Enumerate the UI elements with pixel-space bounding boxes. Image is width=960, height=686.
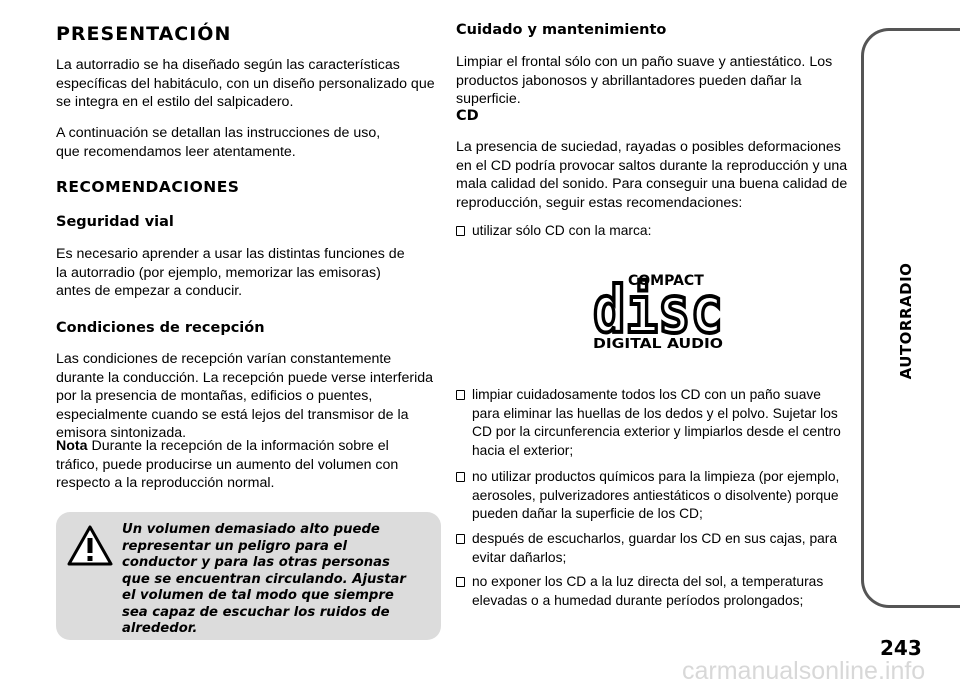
checkbox-bullet-icon (456, 390, 465, 400)
logo-compact-text: COMPACT (628, 273, 704, 289)
seguridad-paragraph: Es necesario aprender a usar las distintas funciones de la autorradio (por ejemplo, memorizar las emisoras) antes de empezar a conducir. (56, 246, 405, 299)
subheading-condiciones: Condiciones de recepción (56, 320, 265, 336)
bullet-text-5: no exponer los CD a la luz directa del sol, a temperaturas elevadas o a humedad durante períodos prolongados; (472, 574, 824, 608)
warning-text (56, 522, 406, 638)
checkbox-bullet-icon (456, 226, 465, 236)
nota-label: Nota (56, 438, 88, 454)
bullet-text-4: después de escucharlos, guardar los CD en sus cajas, para evitar dañarlos; (472, 531, 838, 565)
cd-paragraph: La presencia de suciedad, rayadas o posibles deformaciones en el CD podría provocar saltos durante la reproducción y una mala calidad del sonido. Para conseguir una buena calidad de reproducción, seguir estas recomendaciones: (456, 139, 848, 211)
intro-paragraph-1: La autorradio se ha diseñado según las características específicas del habitáculo, con un diseño personalizado que se integra en el estilo del salpicadero. (56, 57, 435, 110)
bullet-item-2 (456, 386, 852, 460)
bullet-text-2: limpiar cuidadosamente todos los CD con un paño suave para eliminar las huellas de los dedos y el polvo. Sujetar los CD por la circunferencia exterior y limpiarlos desde el centro hacia el exterior; (472, 387, 841, 458)
section-title-presentacion: PRESENTACIÓN (56, 23, 232, 45)
bullet-item-1 (456, 222, 852, 241)
checkbox-bullet-icon (456, 534, 465, 544)
watermark: carmanualsonline.info (682, 657, 926, 685)
checkbox-bullet-icon (456, 472, 465, 482)
cuidado-paragraph: Limpiar el frontal sólo con un paño suave y antiestático. Los productos jabonosos y abrillantadores pueden dañar la superficie. (456, 54, 833, 107)
chapter-label: AUTORRADIO (897, 262, 915, 380)
bullet-text-1: utilizar sólo CD con la marca: (472, 223, 652, 238)
bullet-item-4 (456, 530, 852, 567)
nota-paragraph (56, 437, 426, 493)
bullet-item-5 (456, 573, 852, 610)
subheading-cuidado: Cuidado y mantenimiento (456, 22, 667, 38)
warning-text-body: Un volumen demasiado alto puede representar un peligro para el conductor y para las otras personas que se encuentran circulando. Ajustar el volumen de tal modo que siempre sea capaz de escuchar los ruidos de alrededor. (122, 522, 406, 636)
compact-disc-logo (592, 270, 726, 350)
bullet-text-3: no utilizar productos químicos para la limpieza (por ejemplo, aerosoles, pulverizadores antiestáticos o disolvente) porque pueden dañar la superficie de los CD; (472, 469, 840, 521)
warning-box (56, 512, 441, 640)
checkbox-bullet-icon (456, 577, 465, 587)
nota-text: Durante la recepción de la información sobre el tráfico, puede producirse un aumento del volumen con respecto a la reproducción normal. (56, 438, 399, 491)
condiciones-paragraph: Las condiciones de recepción varían constantemente durante la conducción. La recepción puede verse interferida por la presencia de montañas, edificios o puentes, especialmente cuando se está lejos del transmisor de la emisora sintonizada. (56, 351, 434, 441)
logo-disc-text: disc (593, 274, 723, 348)
page-number: 243 (880, 636, 922, 660)
bullet-item-3 (456, 468, 852, 524)
subheading-cd: CD (456, 108, 479, 124)
section-title-recomendaciones: RECOMENDACIONES (56, 178, 240, 196)
logo-digital-audio-text: DIGITAL AUDIO (593, 337, 723, 350)
intro-paragraph-2: A continuación se detallan las instrucciones de uso, que recomendamos leer atentamente. (56, 125, 381, 160)
subheading-seguridad-vial: Seguridad vial (56, 214, 174, 230)
